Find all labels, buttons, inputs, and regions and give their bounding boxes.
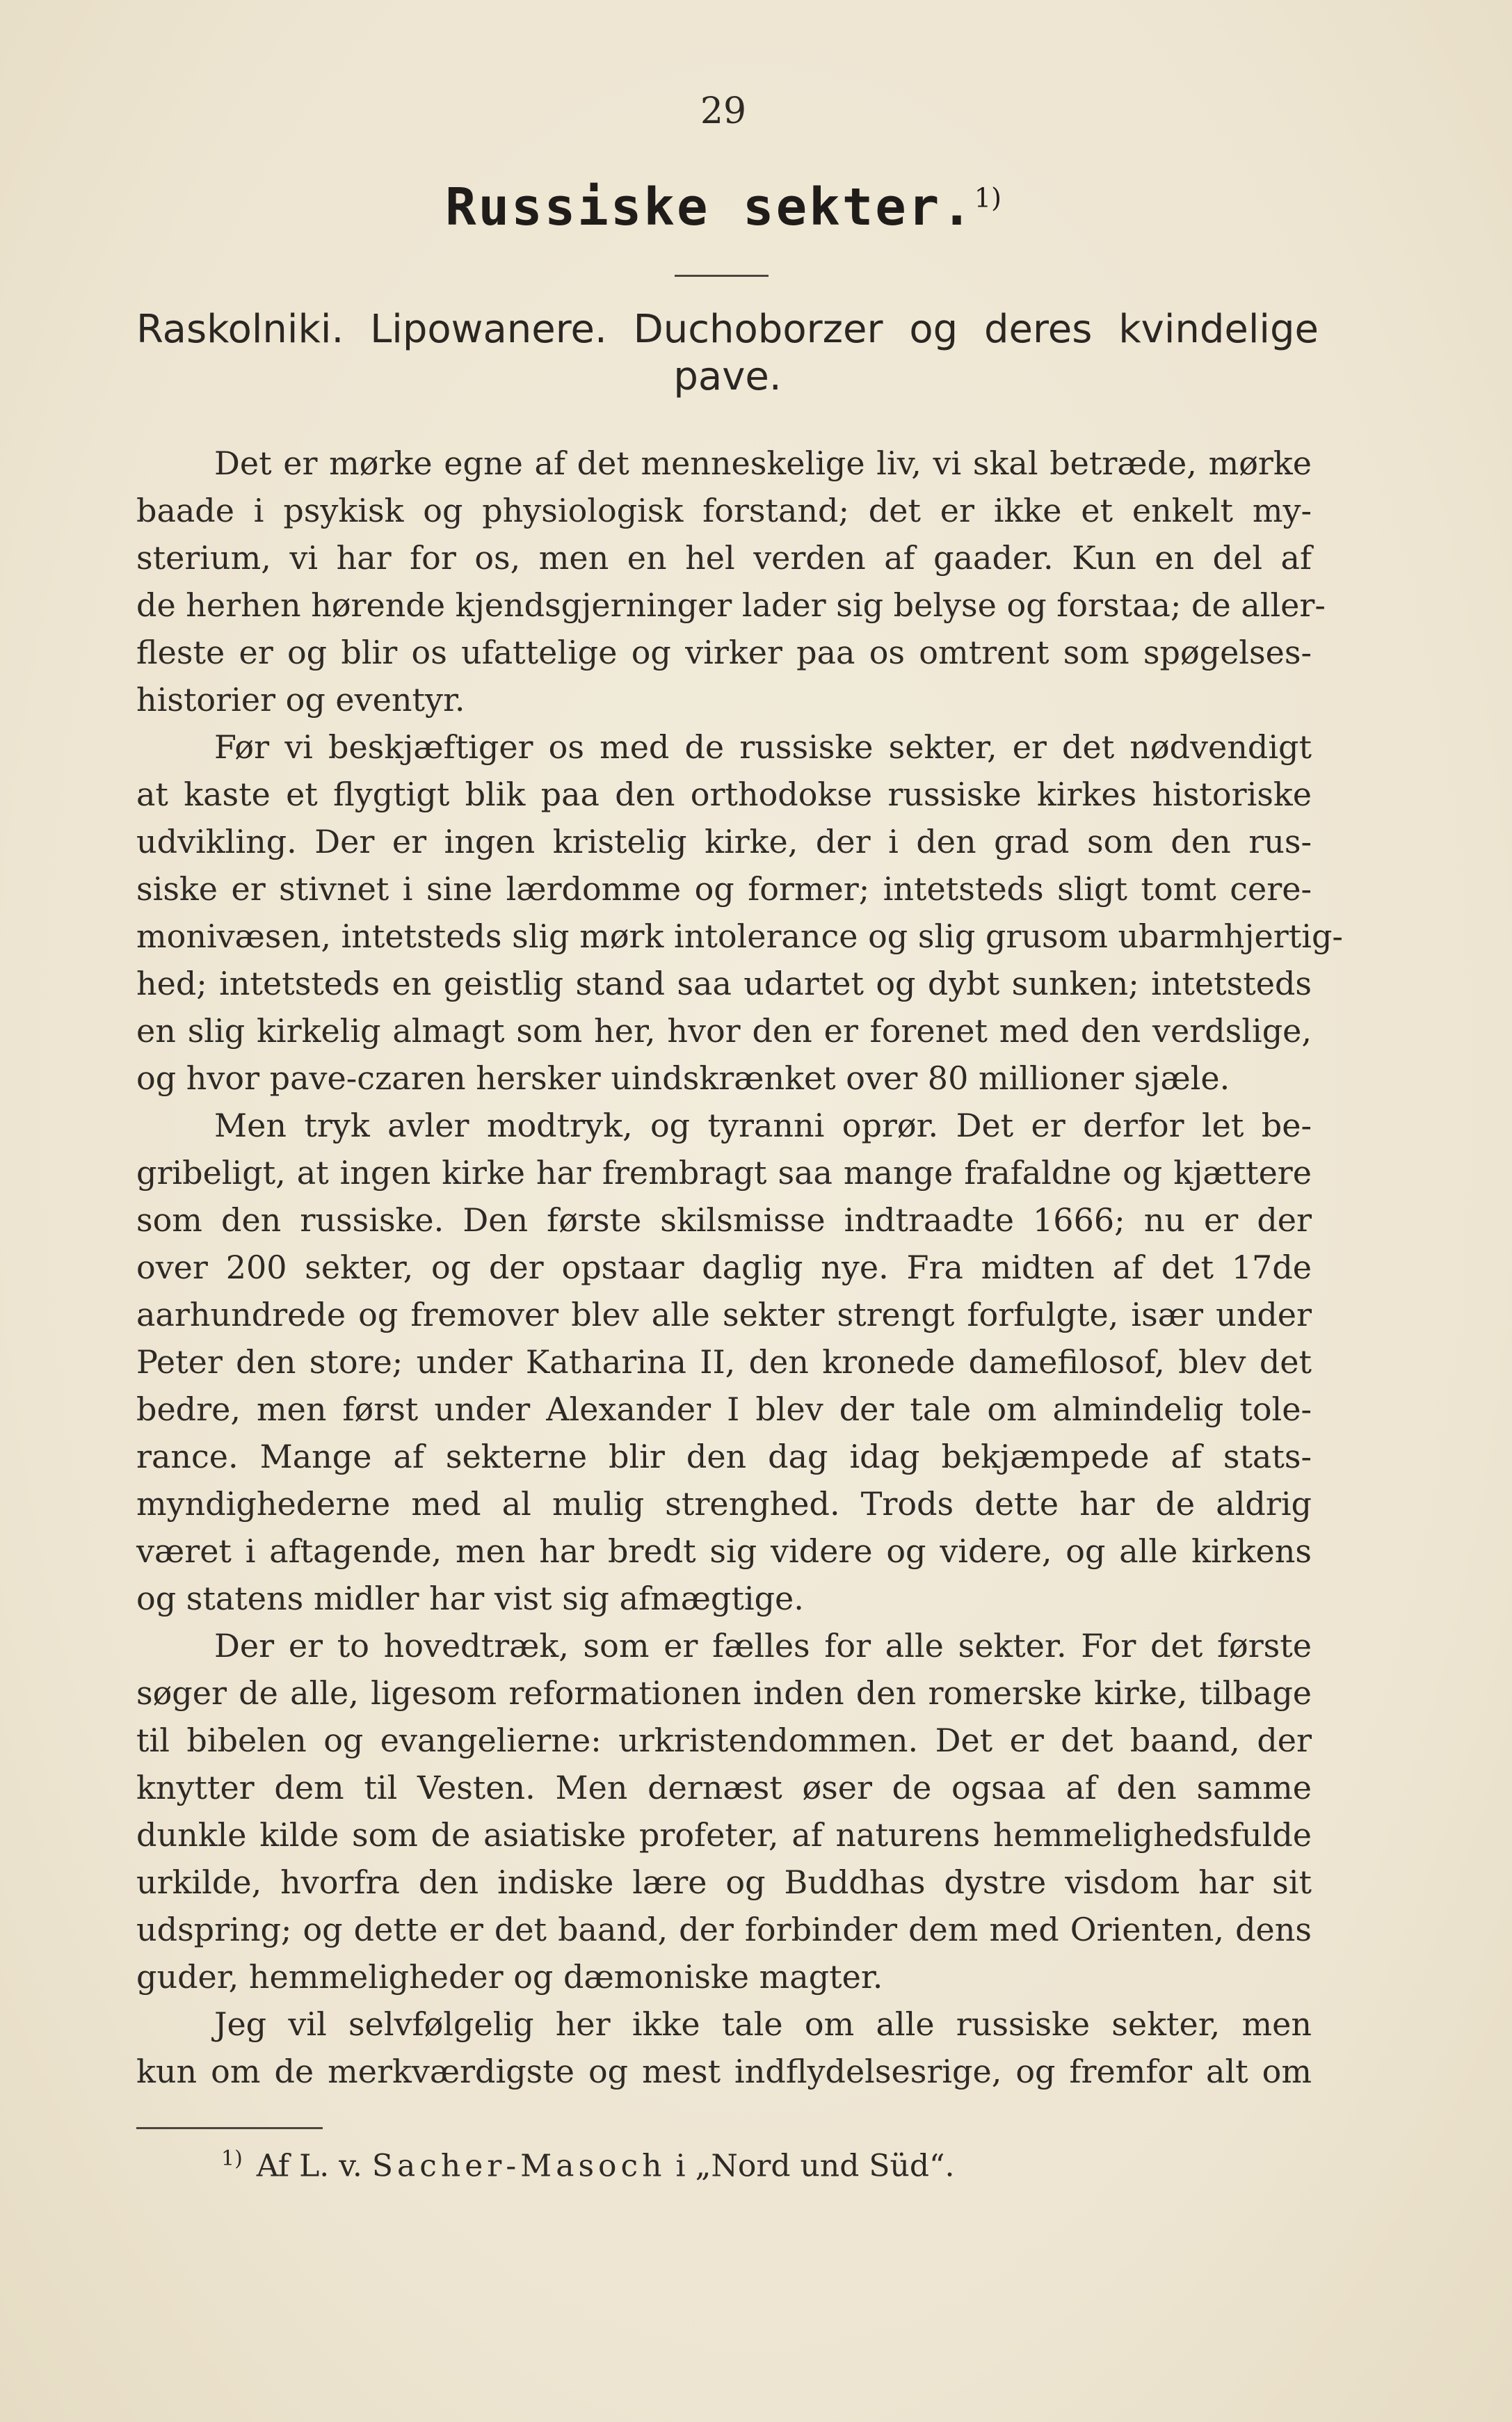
- text-line: søger de alle, ligesom reformationen inden den romerske kirke, tilbage: [136, 1674, 1312, 1712]
- text-line: hed; intetsteds en geistlig stand saa udartet og dybt sunken; intetsteds: [136, 965, 1312, 1002]
- footnote-suffix: i „Nord und Süd“.: [675, 2148, 955, 2184]
- text-line: Peter den store; under Katharina II, den kronede damefilosof, blev det: [136, 1343, 1312, 1381]
- text-line: rance. Mange af sekterne blir den dag idag bekjæmpede af stats-: [136, 1438, 1312, 1475]
- text-line: til bibelen og evangelierne: urkristendommen. Det er det baand, der: [136, 1722, 1312, 1759]
- text-line: historier og eventyr.: [136, 681, 465, 719]
- title-divider: [675, 275, 769, 277]
- text-line: dunkle kilde som de asiatiske profeter, af naturens hemmelighedsfulde: [136, 1816, 1312, 1854]
- footnote-author: Sacher-Masoch: [371, 2148, 666, 2184]
- text-line: Men tryk avler modtryk, og tyranni oprør. Det er derfor let be-: [214, 1107, 1312, 1144]
- text-line: myndighederne med al mulig strenghed. Trods dette har de aldrig: [136, 1485, 1312, 1523]
- text-line: en slig kirkelig almagt som her, hvor den er forenet med den verdslige,: [136, 1012, 1312, 1050]
- text-line: Der er to hovedtræk, som er fælles for alle sekter. For det første: [214, 1627, 1312, 1665]
- text-line: Det er mørke egne af det menneskelige liv, vi skal betræde, mørke: [214, 444, 1312, 482]
- text-line: Før vi beskjæftiger os med de russiske sekter, er det nødvendigt: [214, 728, 1312, 766]
- text-line: aarhundrede og fremover blev alle sekter strengt forfulgte, især under: [136, 1296, 1312, 1333]
- text-line: monivæsen, intetsteds slig mørk intolerance og slig grusom ubarmhjertig-: [136, 917, 1343, 955]
- subtitle-line: Raskolniki. Lipowanere. Duchoborzer og deres kvindelige: [136, 307, 1319, 352]
- text-line: bedre, men først under Alexander I blev der tale om almindelig tole-: [136, 1390, 1312, 1428]
- subtitle-line: pave.: [673, 354, 782, 399]
- text-line: baade i psykisk og physiologisk forstand; det er ikke et enkelt my-: [136, 492, 1312, 529]
- text-line: været i aftagende, men har bredt sig videre og videre, og alle kirkens: [136, 1532, 1312, 1570]
- page-number: 29: [700, 90, 747, 132]
- text-line: siske er stivnet i sine lærdomme og former; intetsteds sligt tomt cere-: [136, 870, 1312, 908]
- footnote-prefix: Af L. v.: [256, 2148, 362, 2184]
- text-line: knytter dem til Vesten. Men dernæst øser de ogsaa af den samme: [136, 1769, 1312, 1806]
- text-line: sterium, vi har for os, men en hel verden af gaader. Kun en del af: [136, 539, 1312, 577]
- text-line: guder, hemmeligheder og dæmoniske magter.: [136, 1958, 883, 1996]
- text-line: over 200 sekter, og der opstaar daglig nye. Fra midten af det 17de: [136, 1249, 1312, 1286]
- text-line: at kaste et flygtigt blik paa den orthodokse russiske kirkes historiske: [136, 776, 1312, 813]
- footnote-divider: [136, 2127, 323, 2129]
- text-line: de herhen hørende kjendsgjerninger lader sig belyse og forstaa; de aller-: [136, 586, 1326, 624]
- text-line: Jeg vil selvfølgelig her ikke tale om alle russiske sekter, men: [214, 2005, 1312, 2043]
- text-line: udspring; og dette er det baand, der forbinder dem med Orienten, dens: [136, 1911, 1312, 1948]
- body-text: [136, 440, 1343, 2095]
- text-line: og statens midler har vist sig afmægtige.: [136, 1580, 804, 1617]
- text-line: og hvor pave-czaren hersker uindskrænket over 80 millioner sjæle.: [136, 1059, 1230, 1097]
- chapter-title: [0, 177, 1447, 237]
- text-line: urkilde, hvorfra den indiske lære og Buddhas dystre visdom har sit: [136, 1863, 1312, 1901]
- title-footnote-mark: 1): [974, 182, 1002, 214]
- footnote-mark: 1): [221, 2147, 243, 2171]
- text-line: fleste er og blir os ufattelige og virker paa os omtrent som spøgelses-: [136, 634, 1312, 671]
- footnote: [221, 2138, 955, 2188]
- text-line: som den russiske. Den første skilsmisse indtraadte 1666; nu er der: [136, 1201, 1312, 1239]
- chapter-subtitle: [136, 306, 1319, 401]
- text-line: kun om de merkværdigste og mest indflydelsesrige, og fremfor alt om: [136, 2053, 1312, 2090]
- text-line: udvikling. Der er ingen kristelig kirke, der i den grad som den rus-: [136, 823, 1312, 860]
- text-line: gribeligt, at ingen kirke har frembragt saa mange frafaldne og kjættere: [136, 1154, 1312, 1192]
- chapter-title-text: Russiske sekter.: [445, 177, 974, 237]
